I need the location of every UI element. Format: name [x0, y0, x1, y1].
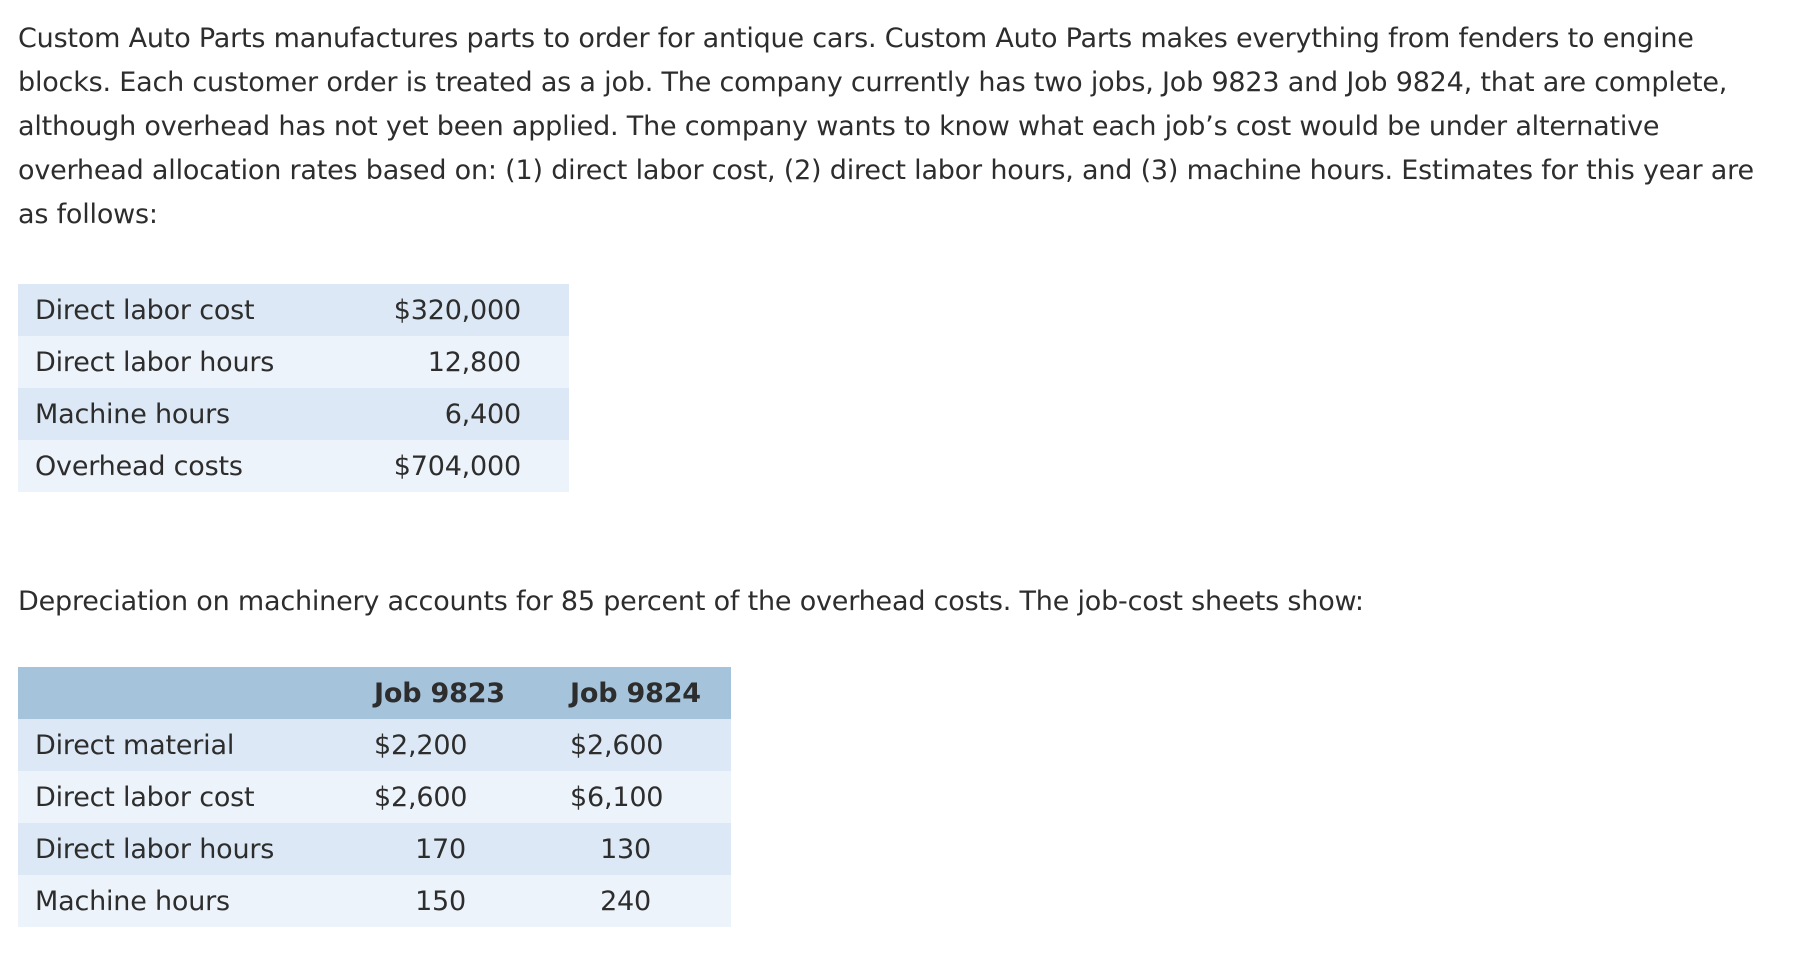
job-9824-value: $6,100 — [570, 781, 664, 813]
problem-intro — [18, 17, 1788, 237]
estimate-value: $704,000 — [393, 450, 521, 482]
table-row — [18, 771, 731, 823]
estimate-label: Direct labor cost — [35, 294, 255, 326]
job-9823-value: 150 — [415, 885, 466, 917]
job-9824-value: $2,600 — [570, 729, 664, 761]
estimate-label: Direct labor hours — [35, 346, 275, 378]
row-label: Machine hours — [35, 885, 230, 917]
table-row — [18, 719, 731, 771]
table-row — [18, 284, 569, 336]
row-label: Direct labor hours — [35, 833, 275, 865]
job-9823-value: $2,200 — [374, 729, 468, 761]
depreciation-paragraph: Depreciation on machinery accounts for 85 percent of the overhead costs. The job-cost sheets show: — [18, 586, 1364, 617]
job-9824-value: 130 — [600, 833, 651, 865]
job-cost-table — [18, 667, 731, 927]
job-9823-value: $2,600 — [374, 781, 468, 813]
header-job-9824: Job 9824 — [570, 677, 701, 709]
estimates-table — [18, 284, 569, 492]
estimate-label: Overhead costs — [35, 450, 243, 482]
table-row — [18, 388, 569, 440]
job-9824-value: 240 — [600, 885, 651, 917]
table-header-row — [18, 667, 731, 719]
row-label: Direct material — [35, 729, 235, 761]
estimate-label: Machine hours — [35, 398, 230, 430]
estimate-value: 6,400 — [444, 398, 521, 430]
table-row — [18, 336, 569, 388]
table-row — [18, 875, 731, 927]
header-job-9823: Job 9823 — [374, 677, 505, 709]
header-blank — [18, 667, 374, 719]
estimate-value: $320,000 — [393, 294, 521, 326]
table-row — [18, 440, 569, 492]
row-label: Direct labor cost — [35, 781, 255, 813]
table-row — [18, 823, 731, 875]
intro-paragraph: Custom Auto Parts manufactures parts to order for antique cars. Custom Auto Parts makes everything from fenders to engine blocks. Each customer order is treated as a job. The company currently has two jobs, Job 9823 and Job 9824, that are complete, although overhead has not yet been applied. The company wants to know what each job’s cost would be under alternative overhead allocation rates based on: (1) direct labor cost, (2) direct labor hours, and (3) machine hours. Estimates for this year are as follows: — [18, 23, 1754, 230]
job-9823-value: 170 — [415, 833, 466, 865]
estimate-value: 12,800 — [427, 346, 521, 378]
